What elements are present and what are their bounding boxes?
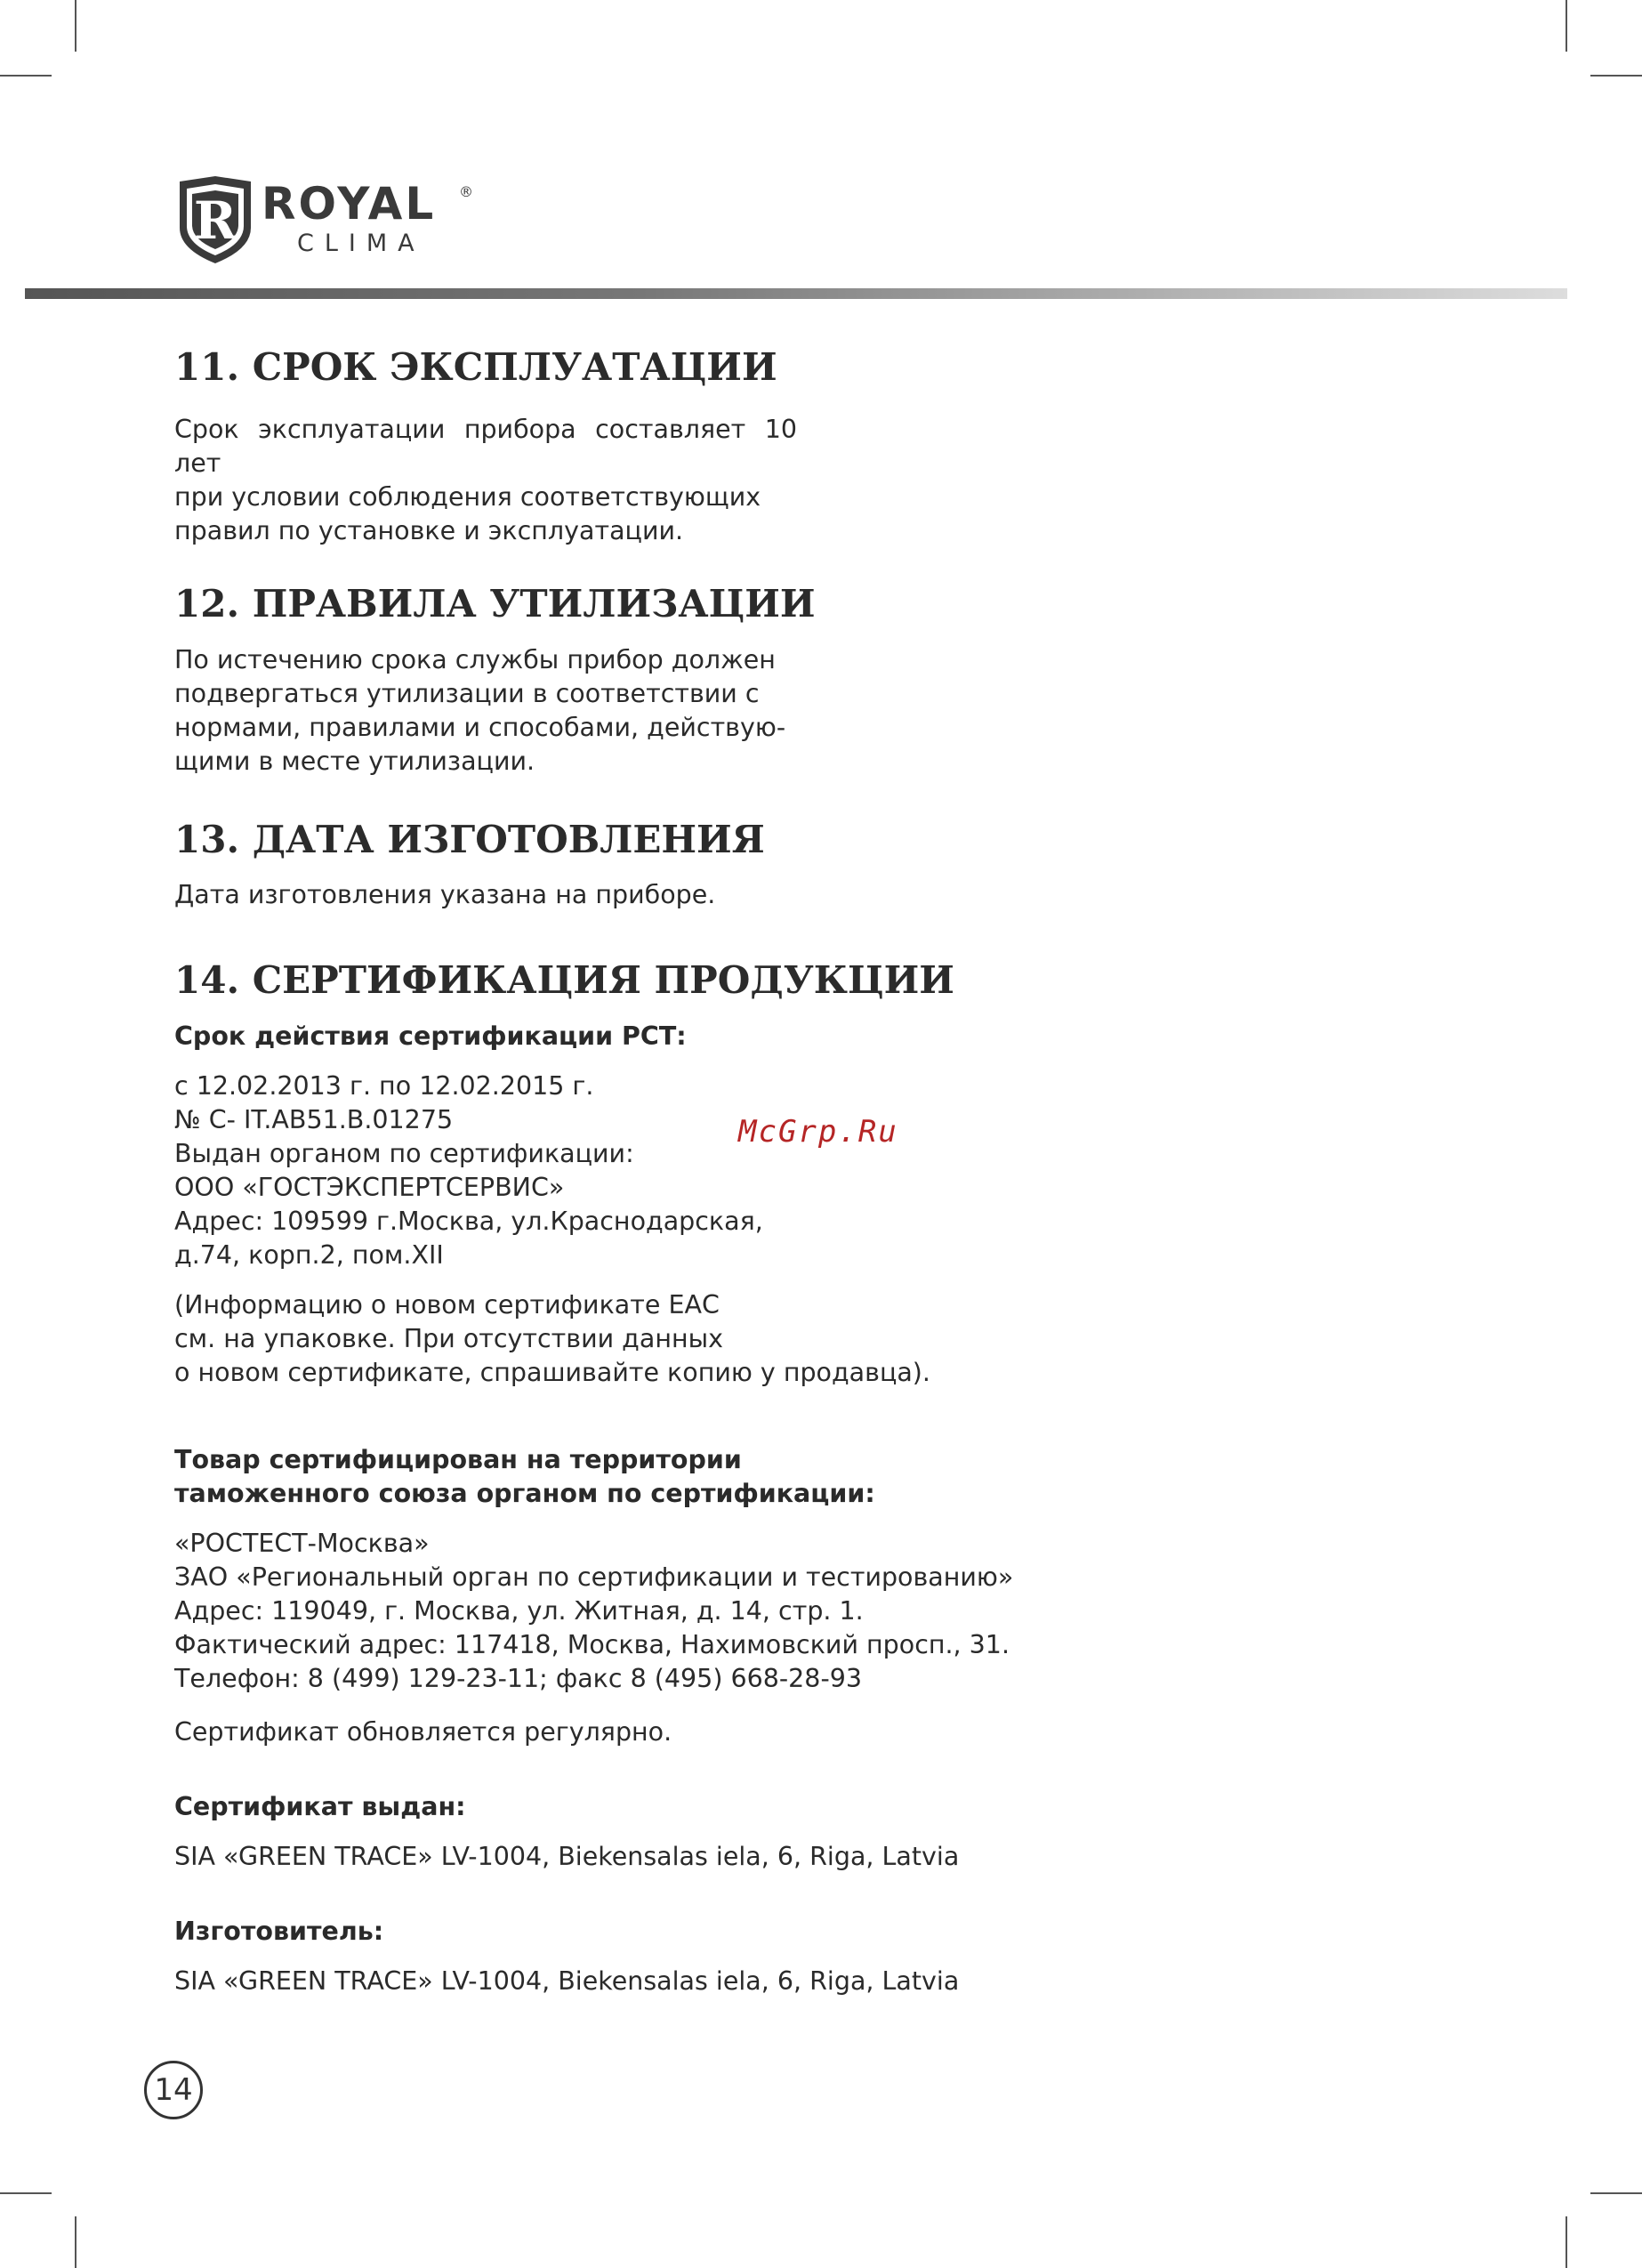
section-11-title: 11. СРОК ЭКСПЛУАТАЦИИ [174, 345, 777, 389]
pct-line: ООО «ГОСТЭКСПЕРТСЕРВИС» [174, 1172, 565, 1202]
section-11-line: правил по установке и эксплуатации. [174, 516, 684, 546]
section-12-line: щими в месте утилизации. [174, 746, 535, 776]
logo-royal-text: ROYAL [262, 178, 437, 230]
pct-line: с 12.02.2013 г. по 12.02.2015 г. [174, 1070, 594, 1101]
pct-heading: Срок действия сертификации РСТ: [174, 1021, 687, 1051]
page-number: 14 [144, 2061, 203, 2119]
tc-details [174, 1527, 1331, 1696]
maker-heading: Изготовитель: [174, 1916, 384, 1946]
royal-clima-logo [174, 174, 477, 265]
tc-line: Телефон: 8 (499) 129-23-11; факс 8 (495) 668-28-93 [174, 1663, 862, 1693]
tc-line: Фактический адрес: 117418, Москва, Нахимовский просп., 31. [174, 1629, 1010, 1659]
tc-heading-line: Товар сертифицирован на территории [174, 1444, 742, 1474]
issued-heading: Сертификат выдан: [174, 1791, 466, 1821]
pct-line: Выдан органом по сертификации: [174, 1138, 634, 1168]
shield-logo-icon [174, 174, 256, 265]
tc-heading [174, 1443, 1331, 1511]
section-13-title: 13. ДАТА ИЗГОТОВЛЕНИЯ [174, 817, 765, 861]
section-13-text: Дата изготовления указана на приборе. [174, 880, 716, 910]
maker-text: SIA «GREEN TRACE» LV-1004, Biekensalas iela, 6, Riga, Latvia [174, 1965, 960, 1996]
pct-line: Адрес: 109599 г.Москва, ул.Краснодарская, [174, 1206, 763, 1236]
section-12-line: нормами, правилами и способами, действую- [174, 712, 786, 742]
section-11-line: при условии соблюдения соответствующих [174, 482, 761, 513]
section-12-title: 12. ПРАВИЛА УТИЛИЗАЦИИ [174, 582, 816, 626]
page-content [174, 345, 1331, 1998]
crop-mark-bottom-left-h [0, 2192, 52, 2194]
logo-registered-mark: ® [459, 183, 473, 200]
crop-mark-top-right-h [1590, 75, 1642, 77]
logo-clima-text: CLIMA [297, 230, 425, 257]
pct-details [174, 1069, 1331, 1272]
crop-mark-bottom-right [1566, 2216, 1567, 2268]
crop-mark-top-left [75, 0, 76, 52]
pct-line: д.74, корп.2, пом.XII [174, 1239, 444, 1270]
section-14-title: 14. СЕРТИФИКАЦИЯ ПРОДУКЦИИ [174, 958, 954, 1003]
crop-mark-bottom-right-h [1590, 2192, 1642, 2194]
tc-line: Адрес: 119049, г. Москва, ул. Житная, д. 14, стр. 1. [174, 1595, 864, 1626]
crop-mark-top-left-h [0, 75, 52, 77]
logo-mark-letter: R [193, 190, 237, 251]
header-divider-bar [25, 288, 1567, 299]
section-12-text [174, 643, 797, 779]
tc-line: «РОСТЕСТ-Москва» [174, 1528, 430, 1558]
issued-text: SIA «GREEN TRACE» LV-1004, Biekensalas iela, 6, Riga, Latvia [174, 1841, 960, 1871]
tc-heading-line: таможенного союза органом по сертификации: [174, 1478, 875, 1508]
tc-line: ЗАО «Региональный орган по сертификации и тестированию» [174, 1562, 1014, 1592]
renew-text: Сертификат обновляется регулярно. [174, 1716, 672, 1747]
pct-line: № С- IT.АВ51.В.01275 [174, 1104, 454, 1134]
section-12-line: подвергаться утилизации в соответствии с [174, 678, 760, 708]
crop-mark-bottom-left [75, 2216, 76, 2268]
crop-mark-top-right [1566, 0, 1567, 52]
section-12-line: По истечению срока службы прибор должен [174, 644, 776, 674]
section-11-text [174, 413, 797, 548]
eac-line: о новом сертификате, спрашивайте копию у продавца). [174, 1357, 930, 1387]
section-11-line: Срок эксплуатации прибора составляет 10 лет [174, 415, 797, 479]
watermark: McGrp.Ru [738, 1114, 898, 1150]
eac-note [174, 1288, 1331, 1390]
eac-line: см. на упаковке. При отсутствии данных [174, 1323, 723, 1353]
eac-line: (Информацию о новом сертификате ЕАС [174, 1289, 720, 1320]
